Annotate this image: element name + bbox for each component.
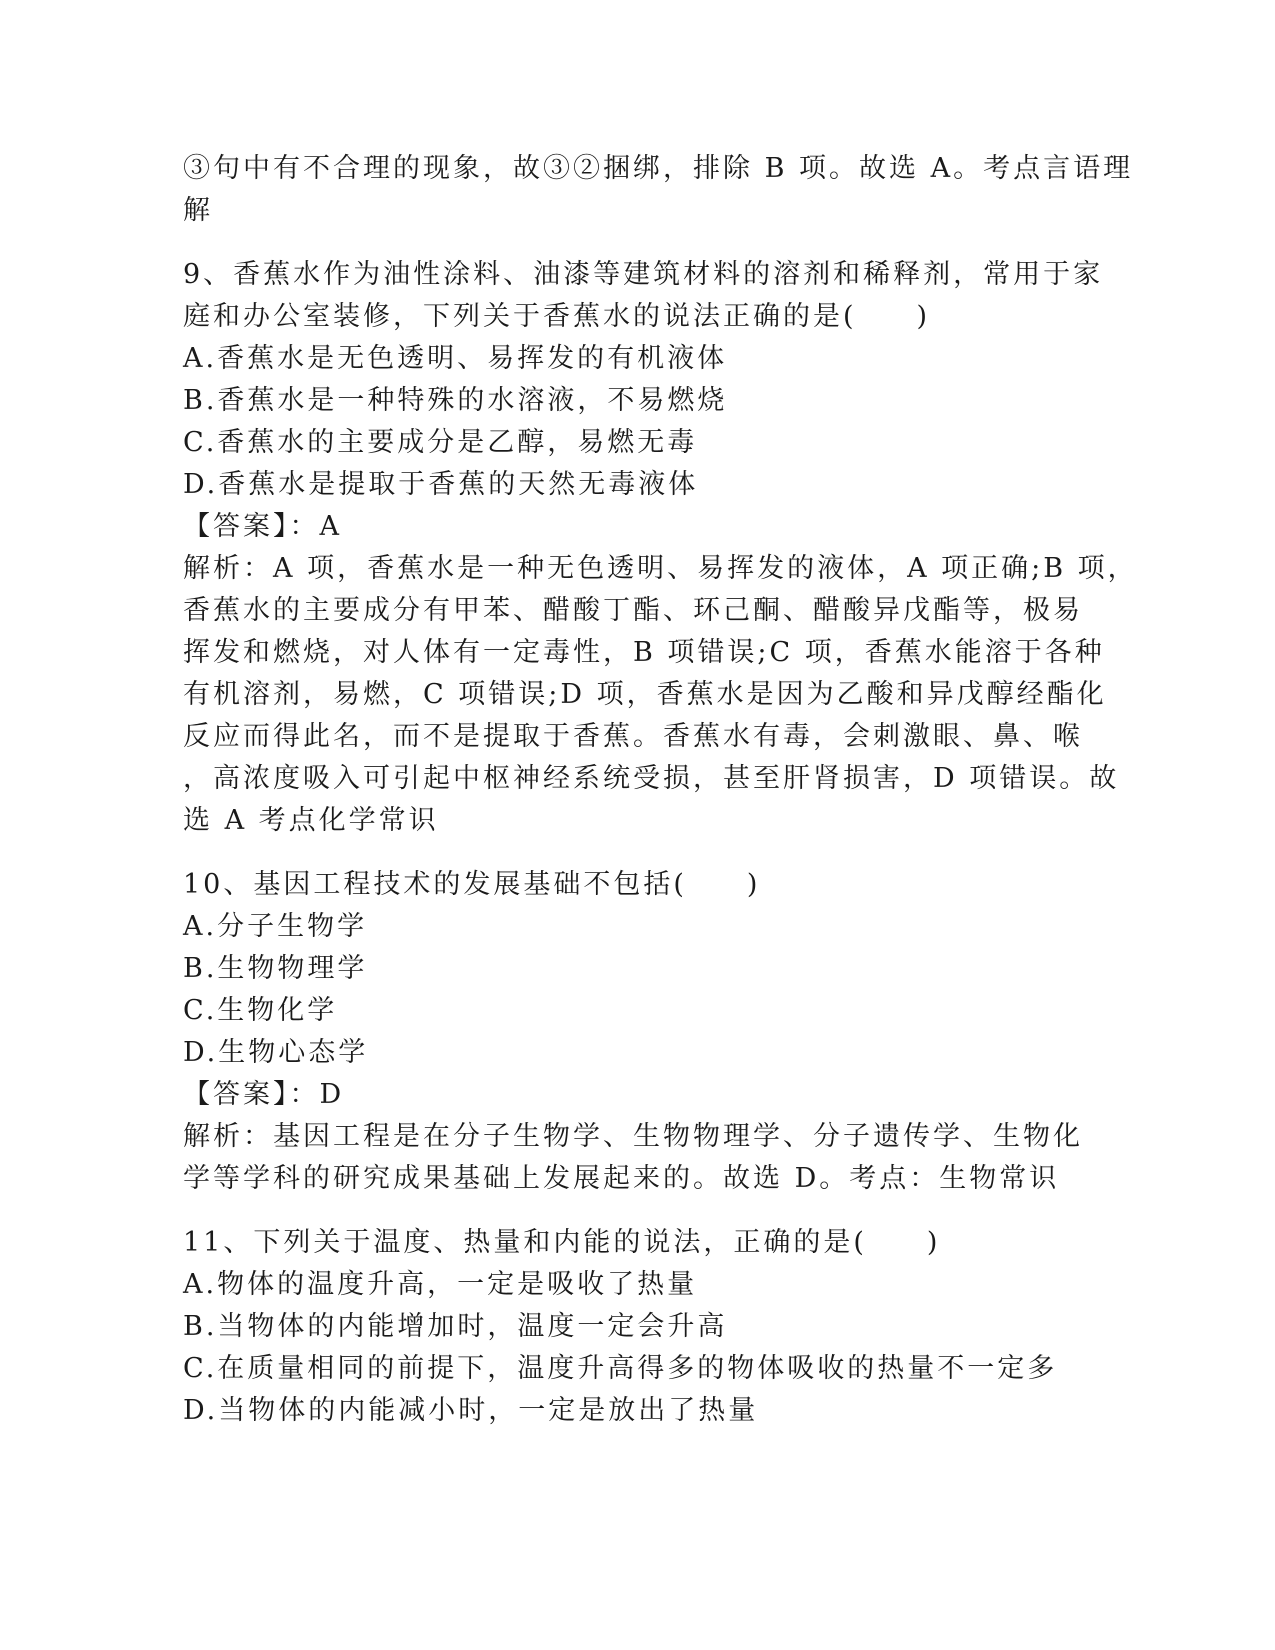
option-a: A.物体的温度升高，一定是吸收了热量 [183, 1269, 698, 1300]
analysis-line: 香蕉水的主要成分有甲苯、醋酸丁酯、环己酮、醋酸异戊酯等，极易 [183, 595, 1083, 626]
option-c: C.在质量相同的前提下，温度升高得多的物体吸收的热量不一定多 [183, 1353, 1058, 1384]
question-stem: 11、下列关于温度、热量和内能的说法，正确的是( ) [183, 1227, 941, 1258]
analysis-line: ，高浓度吸入可引起中枢神经系统受损，甚至肝肾损害，D 项错误。故 [183, 763, 1120, 794]
analysis-line: 解析：基因工程是在分子生物学、生物物理学、分子遗传学、生物化 [183, 1121, 1083, 1152]
option-b: B.生物物理学 [183, 953, 368, 984]
analysis-line: 解析：A 项，香蕉水是一种无色透明、易挥发的液体，A 项正确;B 项， [183, 553, 1138, 584]
question-stem: 9、香蕉水作为油性涂料、油漆等建筑材料的溶剂和稀释剂，常用于家 [183, 259, 1104, 290]
option-a: A.香蕉水是无色透明、易挥发的有机液体 [183, 343, 728, 374]
option-c: C.生物化学 [183, 995, 338, 1026]
analysis-line: 挥发和燃烧，对人体有一定毒性，B 项错误;C 项，香蕉水能溶于各种 [183, 637, 1105, 668]
text-line: 解 [183, 195, 213, 226]
option-b: B.香蕉水是一种特殊的水溶液，不易燃烧 [183, 385, 728, 416]
question-9 [183, 254, 1138, 842]
option-d: D.生物心态学 [183, 1037, 369, 1068]
question-stem: 庭和办公室装修，下列关于香蕉水的说法正确的是( ) [183, 301, 931, 332]
option-d: D.香蕉水是提取于香蕉的天然无毒液体 [183, 469, 699, 500]
analysis-line: 学等学科的研究成果基础上发展起来的。故选 D。考点：生物常识 [183, 1163, 1060, 1194]
option-d: D.当物体的内能减小时，一定是放出了热量 [183, 1395, 759, 1426]
option-c: C.香蕉水的主要成分是乙醇，易燃无毒 [183, 427, 698, 458]
spacer [183, 232, 1083, 254]
spacer [183, 842, 1083, 864]
question-11 [183, 1222, 1083, 1432]
question-10 [183, 864, 1083, 1200]
analysis-line: 选 A 考点化学常识 [183, 805, 439, 836]
answer-label: 【答案】：D [183, 1079, 345, 1110]
question-stem: 10、基因工程技术的发展基础不包括( ) [183, 869, 761, 900]
text-line: ③句中有不合理的现象，故③②捆绑，排除 B 项。故选 A。考点言语理 [183, 153, 1134, 184]
intro-analysis [183, 148, 1134, 232]
analysis-line: 反应而得此名，而不是提取于香蕉。香蕉水有毒，会刺激眼、鼻、喉 [183, 721, 1083, 752]
option-a: A.分子生物学 [183, 911, 368, 942]
analysis-line: 有机溶剂，易燃，C 项错误;D 项，香蕉水是因为乙酸和异戊醇经酯化 [183, 679, 1107, 710]
spacer [183, 1200, 1083, 1222]
option-b: B.当物体的内能增加时，温度一定会升高 [183, 1311, 728, 1342]
answer-label: 【答案】：A [183, 511, 342, 542]
document-page [183, 148, 1138, 1432]
